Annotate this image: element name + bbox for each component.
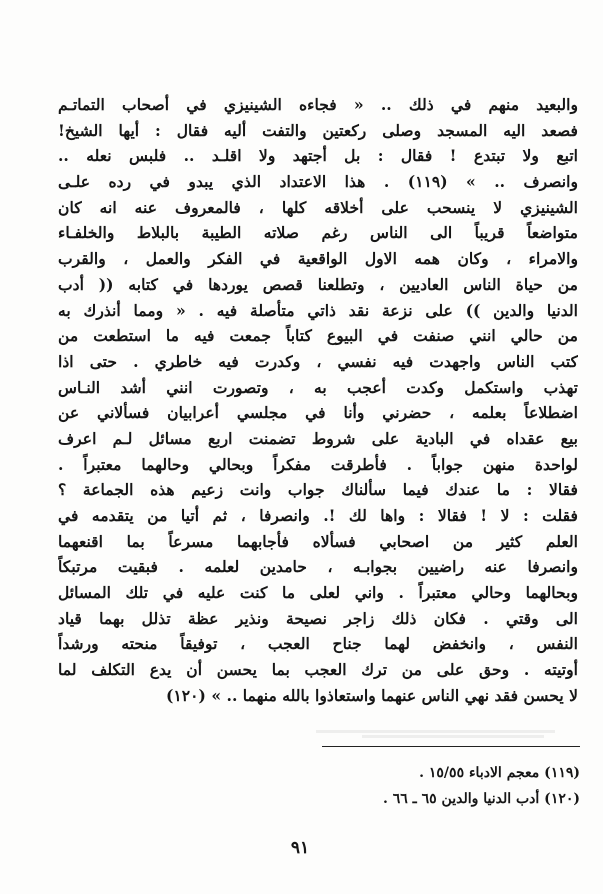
text-line: أوتيته . وحق على من ترك العجب بما يحسن أن يدع التكلف لما	[58, 660, 578, 680]
text-line: فصعد اليه المسجد وصلى ركعتين والتفت أليه فقال : أيها الشيخ!	[58, 120, 578, 140]
text-line: والبعيد منهم في ذلك .. « فجاءه الشينيزي في أصحاب التماتـم	[58, 95, 578, 114]
text-line: العلم كثير من اصحابي فسألاه فأجابهما مسرعاً بما اقنعهما	[58, 531, 578, 551]
text-line: لواحدة منهن جواباً . فأطرقت مفكراً وبحالي وحالهما معتبراً .	[58, 454, 578, 474]
text-line: اضطلاعاً بعلمه ، حضرني وأنا في مجلسي أعرابيان فسألاني عن	[58, 403, 578, 423]
text-line: متواضعاً قريباً الى الناس رغم صلاته الطيبة بالبلاط والخلفـاء	[58, 223, 578, 243]
text-line: الدنيا والدين )) على نزعة نقد ذاتي متأصلة فيه . « ومما أنذرك به	[58, 300, 578, 320]
text-line: الى وقتي . فكان ذلك زاجر نصيحة ونذير عظة تذلل بهما قياد	[58, 608, 578, 628]
text-line: لا يحسن فقد نهي الناس عنهما واستعاذوا بالله منهما .. » (١٢٠)	[166, 685, 578, 705]
text-line: بيع عقداه في البادية على شروط تضمنت اربع مسائل لـم اعرف	[58, 428, 578, 448]
text-line: وانصرف .. » (١١٩) . هذا الاعتداد الذي يبدو في رده علـى	[58, 172, 578, 192]
footnote-divider	[322, 746, 580, 747]
text-line: فقلت : لا ! فقالا : واها لك !. وانصرفا ، ثم أتيا من يتقدمه في	[58, 506, 578, 525]
footnote-item: (١٢٠) أدب الدنيا والدين ٦٥ ـ ٦٦ .	[382, 791, 580, 807]
text-line: كتب الناس واجهدت فيه نفسي ، وكدرت فيه خاطري . حتى اذا	[58, 351, 578, 371]
show-through-texture	[300, 728, 560, 742]
text-line: وانصرفا عنه راضيين بجوابـه ، حامدين لعلمه . فبقيت مرتبكاً	[58, 557, 578, 577]
text-line: الشينيزي لا ينسحب على أخلاقه كلها ، فالمعروف عنه انه كان	[58, 197, 578, 217]
text-line: اتبع ولا تبتدع ! فقال : بل أجتهد ولا اقلـد .. فلبس نعله ..	[58, 146, 578, 166]
page-number: ٩١	[290, 838, 310, 858]
body-text	[58, 92, 578, 709]
text-line: والامراء ، وكان همه الاول الواقعية في الفكر والعمل ، والقرب	[58, 249, 578, 269]
text-line: من حالي انني صنفت في البيوع كتاباً جمعت فيه ما استطعت من	[58, 326, 578, 346]
text-line: النفس ، وانخفض لهما جناح العجب ، توفيقاً منحته ورشداً	[58, 634, 578, 654]
text-line: وبحالهما وحالي معتبراً . واني لعلى ما كنت عليه في تلك المسائل	[58, 583, 578, 603]
text-line: من حياة الناس العاديين ، وتطلعنا قصص يوردها في كتابه (( أدب	[58, 274, 578, 294]
text-line: تهذب واستكمل وكدت أعجب به ، وتصورت انني أشد النـاس	[58, 377, 578, 397]
footnote-item: (١١٩) معجم الادباء ١٥/٥٥ .	[419, 765, 580, 781]
text-line: فقالا : ما عندك فيما سألناك جواب وانت زعيم هذه الجماعة ؟	[58, 480, 578, 500]
footnotes	[260, 760, 580, 812]
